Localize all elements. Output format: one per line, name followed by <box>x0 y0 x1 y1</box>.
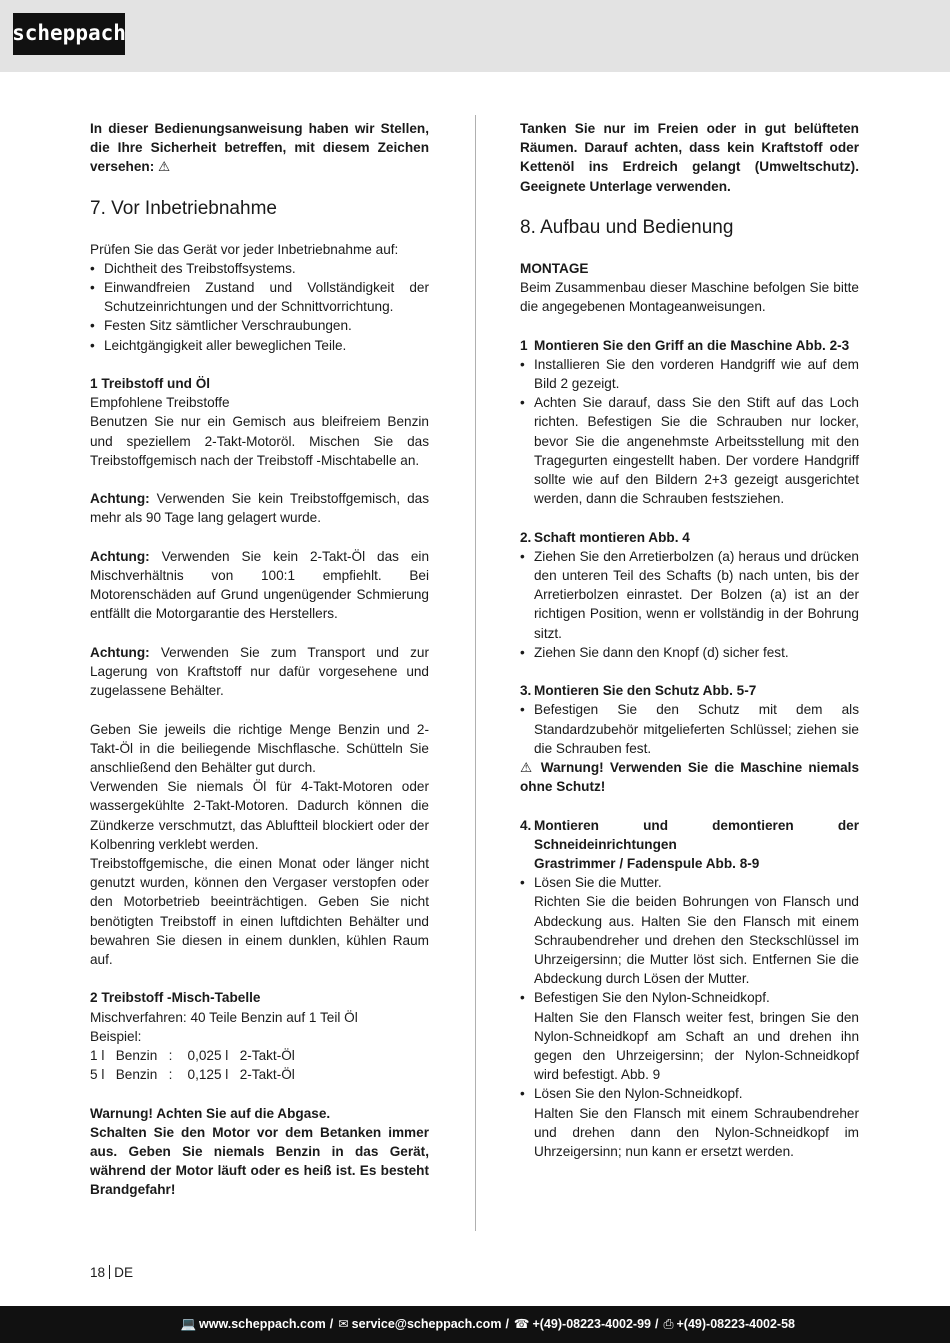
mix-paragraph: Geben Sie jeweils die richtige Menge Benzin und 2-Takt-Öl in die beiliegende Mischflasche. Schütteln Sie anschließend den Behälter gut durch. <box>90 721 429 776</box>
step-number: 2. <box>520 529 532 545</box>
step-4-subheading <box>520 854 859 873</box>
column-divider <box>475 115 476 1231</box>
exhaust-warning: Warnung! Achten Sie auf die Abgase. <box>90 1105 331 1121</box>
oil-type: 2-Takt-Öl <box>239 1048 295 1064</box>
item-first-line: • Lösen Sie den Nylon-Schneidkopf. <box>534 1086 743 1102</box>
fuel-subheading: Empfohlene Treibstoffe <box>90 395 230 411</box>
oil: 0,125 l <box>187 1067 229 1083</box>
footer-phone: +(49)-08223-4002-99 <box>532 1316 651 1331</box>
step-title: Montieren und demontieren der Schneideinrichtungen <box>534 817 859 852</box>
footer-email[interactable]: service@scheppach.com <box>351 1316 502 1331</box>
montage-heading: MONTAGE <box>520 260 589 276</box>
fuel: Benzin <box>115 1048 158 1064</box>
right-column <box>520 119 859 1161</box>
list-item <box>520 1084 859 1161</box>
warning-label: Achtung: <box>90 644 150 660</box>
step-2-list <box>520 547 859 662</box>
exhaust-text: Schalten Sie den Motor vor dem Betanken immer aus. Geben Sie niemals Benzin in das Gerät, während der Motor läuft oder es heiß ist. Es besteht Brandgefahr! <box>90 1124 429 1198</box>
step-4-heading <box>520 816 859 854</box>
item-first-line: • Befestigen Sie den Nylon-Schneidkopf. <box>534 990 770 1006</box>
oil-type: 2-Takt-Öl <box>239 1067 295 1083</box>
item-detail: Halten Sie den Flansch weiter fest, bringen Sie den Nylon-Schneidkopf am Schaft an und drehen ihn gegen den Uhrzeigersinn; der Nylon-Schneidkopf wird befestigt. Abb. 9 <box>534 1009 859 1083</box>
step-subtitle: Grastrimmer / Fadenspule Abb. 8-9 <box>534 856 760 872</box>
separator: : <box>168 1067 173 1083</box>
step-title: Schaft montieren Abb. 4 <box>534 529 690 545</box>
list-item: • Leichtgängigkeit aller beweglichen Teile. <box>90 336 429 355</box>
left-column <box>90 119 429 1200</box>
page-number <box>90 1263 133 1282</box>
section-7-title: 7. Vor Inbetriebnahme <box>90 197 277 219</box>
montage-text: Beim Zusammenbau dieser Maschine befolgen Sie bitte die angegebenen Montageanweisungen. <box>520 280 859 315</box>
computer-icon: 💻 <box>180 1316 197 1331</box>
warning-text: Verwenden Sie kein 2-Takt-Öl das ein Mischverhältnis von 100:1 empfiehlt. Bei Motorenschäden auf Grund ungenügender Schmierung entfällt die Motorgarantie des Herstellers. <box>90 548 430 622</box>
item-detail: Halten Sie den Flansch mit einem Schraubendreher und drehen dann den Nylon-Schneidkopf im Uhrzeigersinn; nun kann er ersetzt werden. <box>534 1105 859 1160</box>
phone-icon: ☎ <box>513 1316 530 1331</box>
page-footer: 💻 www.scheppach.com / ✉ service@scheppach.com / ☎ +(49)-08223-4002-99 / ⎙ +(49)-08223-4002-58 <box>0 1306 950 1343</box>
oil: 0,025 l <box>187 1048 229 1064</box>
list-item: • Einwandfreien Zustand und Vollständigkeit der Schutzeinrichtungen und der Schnittvorrichtung. <box>90 278 429 316</box>
page-number-value: 18 <box>90 1265 106 1280</box>
section-8-title: 8. Aufbau und Bedienung <box>520 216 734 238</box>
fuel: Benzin <box>115 1067 158 1083</box>
fuel-text: Benutzen Sie nur ein Gemisch aus bleifreiem Benzin und speziellem 2-Takt-Motoröl. Mischen Sie das Treibstoffgemisch nach der Treibstoff -Mischtabelle an. <box>90 414 429 468</box>
step-1-heading <box>520 336 859 355</box>
qty: 5 l <box>90 1067 105 1083</box>
step-3-list <box>520 700 859 758</box>
list-item: • Ziehen Sie dann den Knopf (d) sicher fest. <box>520 643 859 662</box>
list-item: • Ziehen Sie den Arretierbolzen (a) heraus und drücken den unteren Teil des Schafts (b) nach unten, bis der Arretierbolzen einrastet. Der Bolzen (a) ist an der richtigen Position, wenn er vollständig in der Bohrung sitzt. <box>520 547 859 643</box>
guard-warning: ⚠ Warnung! Verwenden Sie die Maschine niemals ohne Schutz! <box>520 760 859 795</box>
step-1-list <box>520 355 859 509</box>
fuel-heading: 1 Treibstoff und Öl <box>90 376 211 392</box>
step-number: 1 <box>520 337 528 353</box>
list-item: • Installieren Sie den vorderen Handgriff wie auf dem Bild 2 gezeigt. <box>520 355 859 393</box>
mail-icon: ✉ <box>338 1316 349 1331</box>
warning-label: Achtung: <box>90 548 150 564</box>
footer-website[interactable]: www.scheppach.com <box>199 1316 326 1331</box>
mix-table-row <box>90 1065 429 1084</box>
list-item: • Befestigen Sie den Schutz mit dem als Standardzubehör mitgelieferten Schlüssel; ziehen sie die Schrauben fest. <box>520 700 859 758</box>
mix-table-heading: 2 Treibstoff -Misch-Tabelle <box>90 990 261 1006</box>
mix-method: Mischverfahren: 40 Teile Benzin auf 1 Teil Öl <box>90 1009 358 1025</box>
step-title: Montieren Sie den Schutz Abb. 5-7 <box>534 683 757 699</box>
check-list <box>90 259 429 355</box>
separator: : <box>168 1048 173 1064</box>
item-detail: Richten Sie die beiden Bohrungen von Flansch und Abdeckung aus. Halten Sie den Flansch mit einem Schraubendreher und drehen den Steckschlüssel im Uhrzeigersinn; die Mutter löst sich. Entfernen Sie die Abdeckung durch Lösen der Mutter. <box>534 894 859 987</box>
mix-example-label: Beispiel: <box>90 1028 142 1044</box>
list-item <box>520 988 859 1084</box>
fax-icon: ⎙ <box>663 1316 674 1331</box>
safety-intro: In dieser Bedienungsanweisung haben wir Stellen, die Ihre Sicherheit betreffen, mit diesem Zeichen versehen: ⚠ <box>90 121 429 175</box>
list-item: • Achten Sie darauf, dass Sie den Stift auf das Loch richten. Befestigen Sie die Schrauben nur locker, bevor Sie die angenehmste Arbeitsstellung mit den Tragegurten eingestellt haben. Der vordere Handgriff sollte wie auf den Bildern 2+3 gezeigt ausgerichtet werden, dann die Schrauben festsziehen. <box>520 393 859 508</box>
scheppach-logo: scheppach <box>13 13 125 55</box>
warning-text: Verwenden Sie kein Treibstoffgemisch, das mehr als 90 Tage lang gelagert wurde. <box>90 491 429 526</box>
page-language: DE <box>114 1265 134 1280</box>
mix-table-row <box>90 1046 429 1065</box>
warning-paragraph <box>90 489 429 527</box>
warning-text: Verwenden Sie zum Transport und zur Lagerung von Kraftstoff nur dafür vorgesehene und zugelassene Behälter. <box>90 644 429 699</box>
list-item <box>520 873 859 988</box>
mix-paragraph: Treibstoffgemische, die einen Monat oder länger nicht genutzt wurden, können den Vergaser verstopfen oder den Motorbetrieb beeinträchtigen. Geben Sie nicht benötigten Treibstoff in einen luftdichten Behälter und bewahren Sie diesen in einem dunklen, kühlen Raum auf. <box>90 856 429 968</box>
warning-paragraph <box>90 643 429 701</box>
item-first-line: • Lösen Sie die Mutter. <box>534 875 662 891</box>
warning-label: Achtung: <box>90 491 150 507</box>
step-4-list <box>520 873 859 1161</box>
page-header <box>0 0 950 72</box>
warning-paragraph <box>90 547 429 624</box>
qty: 1 l <box>90 1048 105 1064</box>
step-3-heading <box>520 681 859 700</box>
footer-fax: +(49)-08223-4002-58 <box>676 1316 795 1331</box>
step-2-heading <box>520 528 859 547</box>
refuel-notice: Tanken Sie nur im Freien oder in gut belüfteten Räumen. Darauf achten, dass kein Kraftstoff oder Kettenöl ins Erdreich gelangt (Umweltschutz). Geeignete Unterlage verwenden. <box>520 121 859 194</box>
step-number: 4. <box>520 817 532 833</box>
step-number: 3. <box>520 683 532 699</box>
list-item: • Festen Sitz sämtlicher Verschraubungen. <box>90 316 429 335</box>
mix-paragraph: Verwenden Sie niemals Öl für 4-Takt-Motoren oder wassergekühlte 2-Takt-Motoren. Dadurch können die Zündkerze verschmutzt, das Abluftteil blockiert oder der Kolbenring verklebt werden. <box>90 779 429 852</box>
list-item: • Dichtheit des Treibstoffsystems. <box>90 259 429 278</box>
check-intro: Prüfen Sie das Gerät vor jeder Inbetriebnahme auf: <box>90 241 399 257</box>
step-title: Montieren Sie den Griff an die Maschine Abb. 2-3 <box>534 337 850 353</box>
